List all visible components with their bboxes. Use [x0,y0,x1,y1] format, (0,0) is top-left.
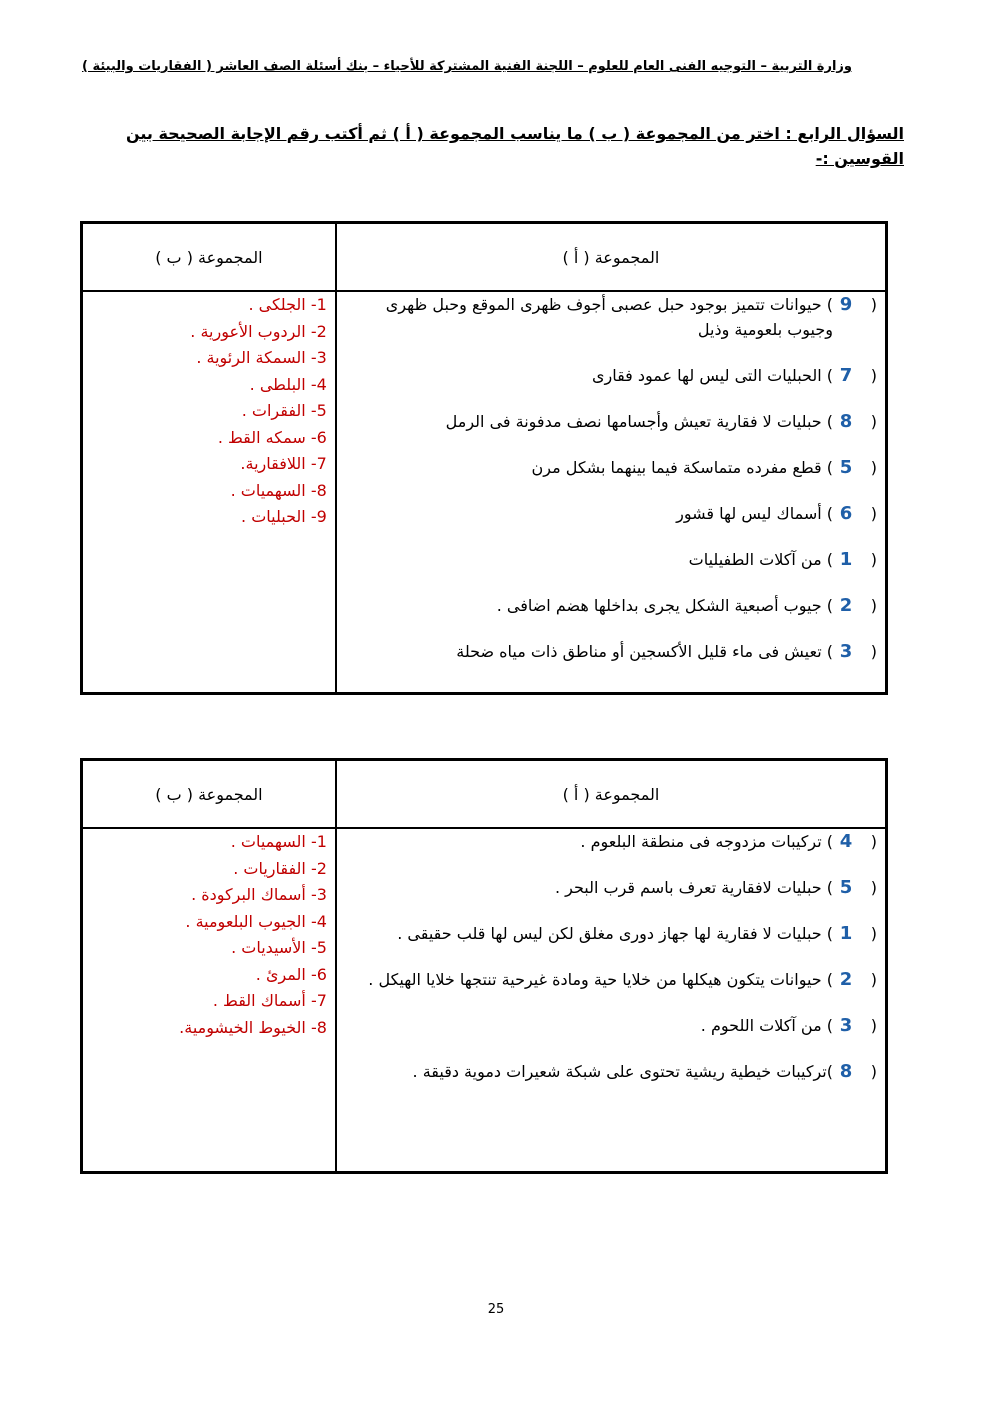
table-body-row [82,291,887,694]
answer-number[interactable]: 8 [839,1061,853,1082]
group-b-item: 4- الجيوب البلعومية . [185,911,327,931]
item-text: ) حبليات لا فقارية تعيش وأجسامها نصف مدفونة فى الرمل [445,412,833,431]
group-b-item: 3- أسماك البركودة . [191,885,327,904]
document-header: وزارة التربية – التوجيه الفنى العام للعلوم – اللجنة الفنية المشتركة للأحياء – بنك أسئلة الصف العاشر ( الفقاريات والبيئة ) [81,59,852,74]
group-b-item: 4- البلطى . [249,374,327,394]
answer-number[interactable]: 6 [839,503,853,524]
item-text: ) حيوانات تتميز بوجود حبل عصبى أجوف ظهرى الموقع وحبل ظهرى وجيوب بلعومية وذيل [385,295,833,339]
matching-table-2 [80,758,888,1174]
group-a-item: ( 8 )تركيبات خيطية ريشية تحتوى على شبكة شعيرات دموية دقيقة . [337,1059,885,1084]
group-b-header: المجموعة ( ب ) [82,223,336,292]
group-a-item: ( 1 ) حبليات لا فقارية لها جهاز دورى مغلق لكن ليس لها قلب حقيقى . [337,921,885,946]
group-a-item: ( 3 ) تعيش فى ماء قليل الأكسجين أو مناطق ذات مياه ضحلة [337,639,885,664]
group-b-header: المجموعة ( ب ) [82,760,336,829]
group-b-item: 3- السمكة الرئوية . [196,348,327,367]
item-text: ) قطع مفرده متماسكة فيما بينهما بشكل مرن [531,458,833,477]
answer-number[interactable]: 5 [839,457,853,478]
group-a-item: ( 6 ) أسماك ليس لها قشور [337,501,885,526]
group-b-item: 1- السهميات . [230,832,327,851]
item-text: ) حيوانات يتكون هيكلها من خلايا حية ومادة غيرحية تنتجها خلايا الهيكل . [368,970,833,989]
item-text: ) حبليات لا فقارية لها جهاز دورى مغلق لكن ليس لها قلب حقيقى . [397,924,833,943]
group-a-cell [336,291,887,694]
group-b-item: 9- الحبليات . [241,507,327,526]
group-a-header: المجموعة ( أ ) [336,223,887,292]
answer-number[interactable]: 7 [839,365,853,386]
answer-number[interactable]: 2 [839,595,853,616]
answer-number[interactable]: 4 [839,831,853,852]
item-text: ) حبليات لافقارية تعرف باسم قرب البحر . [554,878,833,897]
page-number: 25 [487,1302,505,1317]
answer-number[interactable]: 1 [839,923,853,944]
group-b-item: 8- الخيوط الخيشومية. [179,1017,327,1037]
table-body-row [82,828,887,1173]
answer-number[interactable]: 5 [839,877,853,898]
answer-number[interactable]: 8 [839,411,853,432]
item-text: ) من آكلات اللحوم . [700,1016,833,1035]
group-a-cell [336,828,887,1173]
item-text: ) جيوب أصبعية الشكل يجرى بداخلها هضم اضافى . [496,596,833,615]
group-b-item: 7- اللافقارية. [240,454,327,473]
group-b-item: 2- الردوب الأعورية . [190,321,327,341]
group-a-item: ( 8 ) حبليات لا فقارية تعيش وأجسامها نصف مدفونة فى الرمل [337,409,885,434]
group-a-item: ( 1 ) من آكلات الطفيليات [337,547,885,572]
group-b-cell [82,828,336,1173]
answer-number[interactable]: 2 [839,969,853,990]
item-text: ) الحبليات التى ليس لها عمود فقارى [591,366,833,385]
table-header-row [82,760,887,829]
group-a-item: ( 2 ) حيوانات يتكون هيكلها من خلايا حية ومادة غيرحية تنتجها خلايا الهيكل . [337,967,885,992]
item-text: )تركيبات خيطية ريشية تحتوى على شبكة شعيرات دموية دقيقة . [412,1062,833,1081]
group-a-item: ( 4 ) تركيبات مزدوجه فى منطقة البلعوم . [337,829,885,854]
group-b-item: 5- الأسيديات . [231,938,327,957]
item-text: ) تعيش فى ماء قليل الأكسجين أو مناطق ذات مياه ضحلة [456,642,833,661]
item-text: ) أسماك ليس لها قشور [676,504,833,523]
item-text: ) تركيبات مزدوجه فى منطقة البلعوم . [580,832,833,851]
group-b-item: 8- السهميات . [230,480,327,500]
answer-number[interactable]: 9 [839,294,853,315]
group-a-item: ( 5 ) حبليات لافقارية تعرف باسم قرب البحر . [337,875,885,900]
group-a-item: ( 7 ) الحبليات التى ليس لها عمود فقارى [337,363,885,388]
group-b-cell [82,291,336,694]
item-text: ) من آكلات الطفيليات [688,550,833,569]
answer-number[interactable]: 1 [839,549,853,570]
question-title: السؤال الرابع : اختر من المجموعة ( ب ) ما يناسب المجموعة ( أ ) ثم أكتب رقم الإجابة الصحيحة بين القوسين :- [125,124,904,168]
group-b-item: 2- الفقاريات . [233,858,327,878]
group-a-item: ( 3 ) من آكلات اللحوم . [337,1013,885,1038]
group-b-item: 6- المرئ . [255,964,327,984]
group-a-header: المجموعة ( أ ) [336,760,887,829]
group-a-item: ( 5 ) قطع مفرده متماسكة فيما بينهما بشكل مرن [337,455,885,480]
group-a-item: ( 9 ) حيوانات تتميز بوجود حبل عصبى أجوف ظهرى الموقع وحبل ظهرى وجيوب بلعومية وذيل [337,292,885,342]
group-b-item: 1- الجلكى . [248,295,327,314]
answer-number[interactable]: 3 [839,1015,853,1036]
group-b-item: 6- سمكه القط . [217,427,327,447]
matching-table-1 [80,221,888,695]
table-header-row [82,223,887,292]
answer-number[interactable]: 3 [839,641,853,662]
group-b-item: 7- أسماك القط . [212,991,327,1010]
group-b-item: 5- الفقرات . [241,401,327,420]
group-a-item: ( 2 ) جيوب أصبعية الشكل يجرى بداخلها هضم اضافى . [337,593,885,618]
